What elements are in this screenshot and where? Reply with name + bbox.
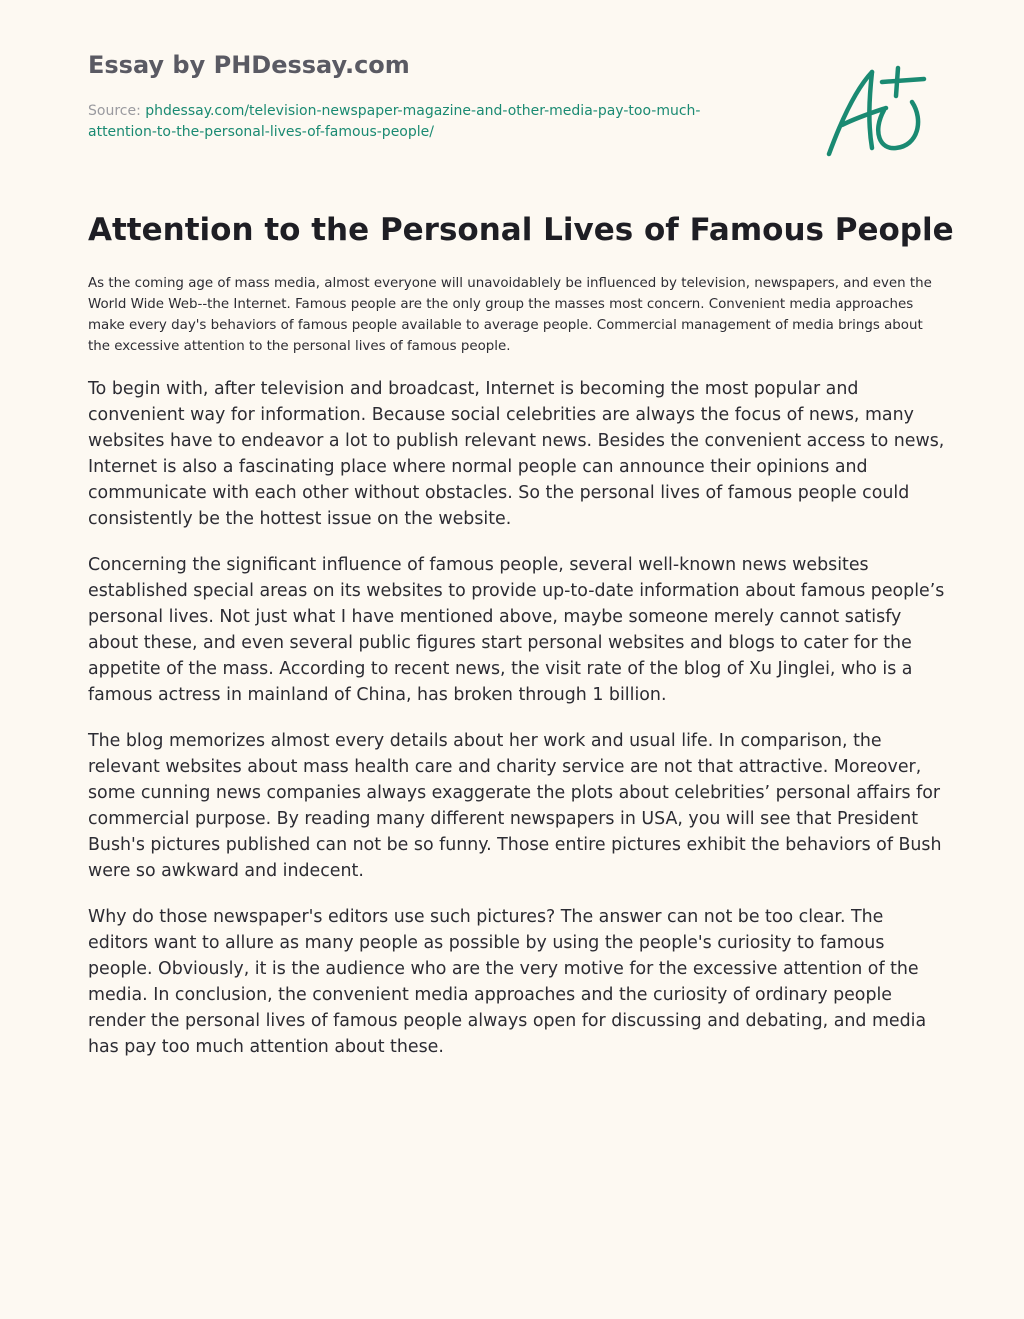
essay-paragraph: Why do those newspaper's editors use such pictures? The answer can not be too clear. The editors want to allure as many people as possible by using the people's curiosity to famous people. Obviously, it is the audience who are the very motive for the excessive attention of the media. In conclusion, the convenient media approaches and the curiosity of ordinary people render the personal lives of famous people always open for discussing and debating, and media has pay too much attention about these. (88, 907, 927, 1057)
source-label: Source: (88, 103, 146, 119)
a-plus-grade-logo-icon (822, 62, 932, 162)
essay-intro: As the coming age of mass media, almost everyone will unavoidablely be influenced by television, newspapers, and even the World Wide Web--the Internet. Famous people are the only group the masses most concern. Convenient media approaches make every day's behaviors of famous people available to average people. Commercial management of media brings about the excessive attention to the personal lives of famous people. (88, 276, 932, 354)
essay-title: Attention to the Personal Lives of Famous People (88, 212, 954, 248)
essay-paragraph: To begin with, after television and broadcast, Internet is becoming the most popular and convenient way for information. Because social celebrities are always the focus of news, many websites have to endeavor a lot to publish relevant news. Besides the convenient access to news, Internet is also a fascinating place where normal people can announce their opinions and communicate with each other without obstacles. So the personal lives of famous people could consistently be the hottest issue on the website. (88, 379, 945, 529)
essay-body (88, 376, 948, 1080)
essay-paragraph: The blog memorizes almost every details about her work and usual life. In comparison, the relevant websites about mass health care and charity service are not that attractive. Moreover, some cunning news companies always exaggerate the plots about celebrities’ personal affairs for commercial purpose. By reading many different newspapers in USA, you will see that President Bush's pictures published can not be so funny. Those entire pictures exhibit the behaviors of Bush were so awkward and indecent. (88, 731, 942, 881)
essay-paragraph: Concerning the significant influence of famous people, several well-known news websites established special areas on its websites to provide up-to-date information about famous people’s personal lives. Not just what I have mentioned above, maybe someone merely cannot satisfy about these, and even several public figures start personal websites and blogs to cater for the appetite of the mass. According to recent news, the visit rate of the blog of Xu Jinglei, who is a famous actress in mainland of China, has broken through 1 billion. (88, 555, 945, 705)
source-line (88, 101, 768, 143)
source-link[interactable]: phdessay.com/television-newspaper-magazine-and-other-media-pay-too-much-attention-to-the-personal-lives-of-famous-people/ (88, 103, 701, 140)
site-brand: Essay by PHDessay.com (88, 51, 410, 79)
